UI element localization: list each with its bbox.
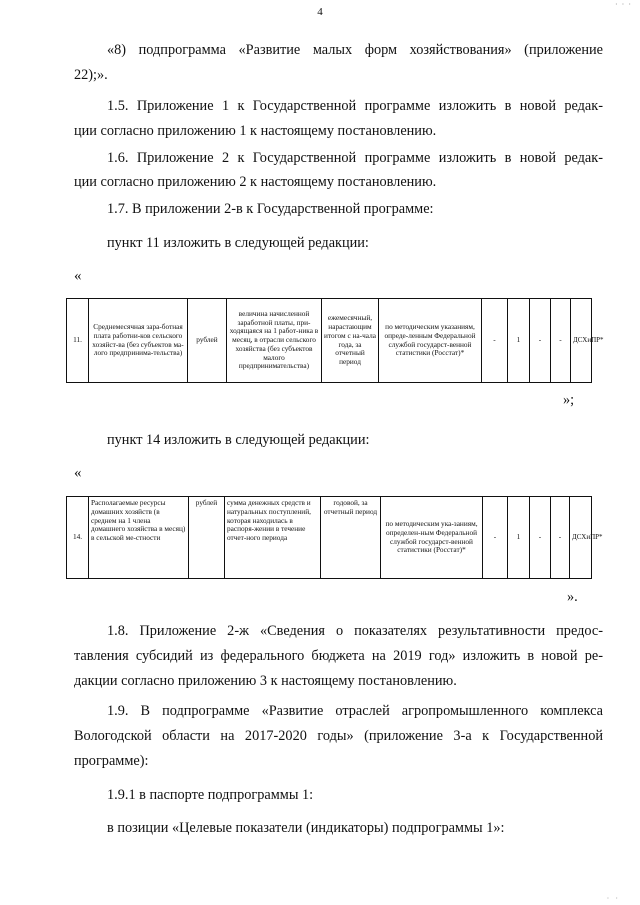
paragraph-8-line-2: 22);». (74, 67, 108, 83)
indicator-name: Среднемесячная зара-ботная плата работни-ков сельского хозяйст-ва (без субъектов ма-лого предпринима-тельства) (89, 299, 188, 383)
paragraph-1-7: 1.7. В приложении 2-в к Государственной программе: (107, 201, 434, 217)
open-quote-2: « (74, 465, 82, 481)
unit: рублей (189, 497, 225, 579)
cell-8: - (530, 497, 551, 579)
periodicity: ежемесячный, нарастающим итогом с на-чала года, за отчетный период (322, 299, 379, 383)
table-row (67, 299, 592, 383)
cell-6: - (482, 299, 508, 383)
paragraph-1-8-line-2: тавления субсидий из федерального бюджета на 2019 год» изложить в новой ре- (74, 648, 603, 664)
close-quote-1: »; (563, 392, 575, 408)
bottom-scan-mark: · · (606, 894, 620, 903)
table-row (67, 497, 592, 579)
paragraph-1-5-line-1: 1.5. Приложение 1 к Государственной программе изложить в новой редак- (107, 98, 603, 114)
responsible: ДСХиПР* (571, 299, 592, 383)
close-quote-2: ». (567, 589, 578, 605)
page-number: 4 (317, 6, 323, 18)
paragraph-position: в позиции «Целевые показатели (индикаторы) подпрограммы 1»: (107, 820, 505, 836)
responsible: ДСХиПР* (570, 497, 592, 579)
paragraph-1-8-line-3: дакции согласно приложению 3 к настоящему постановлению. (74, 673, 457, 689)
paragraph-1-8-line-1: 1.8. Приложение 2-ж «Сведения о показателях результативности предос- (107, 623, 603, 639)
paragraph-1-6-line-1: 1.6. Приложение 2 к Государственной программе изложить в новой редак- (107, 150, 603, 166)
periodicity: годовой, за отчетный период (321, 497, 381, 579)
paragraph-point-14: пункт 14 изложить в следующей редакции: (107, 432, 370, 448)
cell-9: - (551, 497, 570, 579)
cell-6: - (483, 497, 508, 579)
indicator-table-11 (66, 298, 604, 383)
calculation-method: по методическим указаниям, опреде-ленным Федеральной службой государст-венной статистики (Росстат)* (379, 299, 482, 383)
row-number: 11. (67, 299, 89, 383)
unit: рублей (188, 299, 227, 383)
paragraph-1-9-line-1: 1.9. В подпрограмме «Развитие отраслей агропромышленного комплекса (107, 703, 603, 719)
corner-scan-mark: · · · (615, 0, 632, 9)
paragraph-8-line-1: «8) подпрограмма «Развитие малых форм хозяйствования» (приложение (107, 42, 603, 58)
row-number: 14. (67, 497, 89, 579)
cell-9: - (551, 299, 571, 383)
paragraph-1-5-line-2: ции согласно приложению 1 к настоящему постановлению. (74, 123, 437, 139)
definition: сумма денежных средств и натуральных поступлений, которая находилась в распоря-жении в течение отчет-ного периода (225, 497, 321, 579)
paragraph-point-11: пункт 11 изложить в следующей редакции: (107, 235, 369, 251)
paragraph-1-9-1: 1.9.1 в паспорте подпрограммы 1: (107, 787, 314, 803)
definition: величина начисленной заработной платы, при-ходящаяся на 1 работ-ника в месяц, в отрасли сельского хозяйства (без субъектов малого предпринимательства) (227, 299, 322, 383)
paragraph-1-6-line-2: ции согласно приложению 2 к настоящему постановлению. (74, 174, 437, 190)
calculation-method: по методическим ука-заниям, определен-ным Федеральной службой государст-венной статистики (Росстат)* (381, 497, 483, 579)
cell-7: 1 (508, 497, 530, 579)
cell-8: - (530, 299, 551, 383)
indicator-table-14 (66, 496, 603, 579)
paragraph-1-9-line-2: Вологодской области на 2017-2020 годы» (приложение 3-а к Государственной (74, 728, 603, 744)
paragraph-1-9-line-3: программе): (74, 753, 149, 769)
indicator-name: Располагаемые ресурсы домашних хозяйств (в среднем на 1 члена домашнего хозяйства в месяц) в сельской ме-стности (89, 497, 189, 579)
open-quote-1: « (74, 268, 82, 284)
cell-7: 1 (508, 299, 530, 383)
